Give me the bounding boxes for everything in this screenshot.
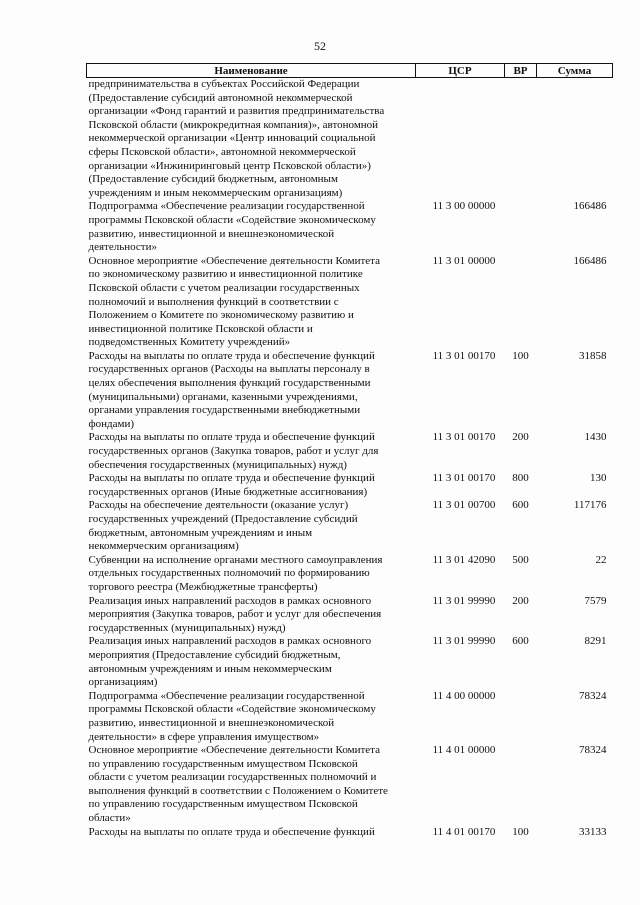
row-sum: 7579 bbox=[584, 594, 607, 607]
table-header-row bbox=[87, 64, 613, 78]
row-name bbox=[87, 78, 416, 201]
row-vr bbox=[505, 78, 537, 201]
row-name bbox=[87, 826, 416, 840]
row-sum: 8291 bbox=[584, 635, 607, 648]
row-sum: 31858 bbox=[579, 349, 607, 362]
row-name bbox=[87, 595, 416, 636]
row-vr: 200 bbox=[512, 594, 529, 607]
row-name-line: Расходы на выплаты по оплате труда и обеспечение функций bbox=[88, 431, 375, 444]
row-name bbox=[87, 472, 416, 499]
row-name-line: по экономическому развитию и инвестиционной политике bbox=[88, 268, 363, 281]
budget-table bbox=[86, 63, 613, 839]
row-name-line: Псковской области с учетом реализации государственных bbox=[88, 281, 360, 294]
row-csr: 11 4 01 00000 bbox=[432, 744, 496, 757]
row-sum: 1430 bbox=[584, 431, 607, 444]
row-name-line: организациям) bbox=[88, 676, 158, 689]
row-sum: 166486 bbox=[573, 254, 607, 267]
row-name-line: подведомственных Комитету учреждений» bbox=[88, 336, 291, 349]
row-csr: 11 3 01 99990 bbox=[432, 635, 496, 648]
row-name-line: области с учетом реализации государственных полномочий и bbox=[88, 771, 377, 784]
row-name-line: по управлению государственным имуществом Псковской bbox=[88, 798, 358, 811]
row-name-line: Основное мероприятие «Обеспечение деятельности Комитета bbox=[88, 254, 380, 267]
table-row bbox=[87, 554, 613, 595]
row-csr: 11 3 01 00170 bbox=[432, 431, 496, 444]
row-name-line: бюджетным, автономным учреждениям и иным bbox=[88, 526, 313, 539]
table-row bbox=[87, 200, 613, 254]
row-name bbox=[87, 554, 416, 595]
row-name-line: организации «Фонд гарантий и развития предпринимательства bbox=[88, 105, 385, 118]
row-csr: 11 4 01 00170 bbox=[432, 825, 496, 838]
row-name-line: Расходы на выплаты по оплате труда и обеспечение функций bbox=[88, 349, 375, 362]
row-name-line: автономным учреждениям и иным некоммерческим bbox=[88, 662, 332, 675]
row-name-line: инвестиционной политике Псковской области и bbox=[88, 322, 313, 335]
row-name bbox=[87, 350, 416, 432]
row-vr: 600 bbox=[512, 635, 529, 648]
page-number: 52 bbox=[314, 39, 326, 53]
row-name-line: Субвенции на исполнение органами местного самоуправления bbox=[88, 553, 383, 566]
header-sum: Сумма bbox=[537, 64, 613, 78]
row-name-line: некоммерческой организации «Центр инноваций социальной bbox=[88, 132, 376, 145]
row-name bbox=[87, 499, 416, 553]
row-name-line: государственных (муниципальных) нужд) bbox=[88, 621, 286, 634]
row-name-line: торгового реестра (Межбюджетные трансферты) bbox=[88, 580, 318, 593]
table-row bbox=[87, 255, 613, 350]
row-name bbox=[87, 200, 416, 254]
row-name-line: деятельности» в сфере управления имуществом» bbox=[88, 730, 320, 743]
table-row bbox=[87, 499, 613, 553]
row-name-line: деятельности» bbox=[88, 241, 157, 254]
row-csr: 11 4 00 00000 bbox=[432, 689, 496, 702]
row-name bbox=[87, 255, 416, 350]
row-name-line: учреждениям и иным некоммерческим организациям) bbox=[88, 186, 343, 199]
row-vr: 600 bbox=[512, 499, 529, 512]
row-name-line: органами управления государственными внебюджетными bbox=[88, 404, 361, 417]
row-vr: 100 bbox=[512, 349, 529, 362]
row-name-line: некоммерческим организациям) bbox=[88, 540, 239, 553]
row-name-line: Реализация иных направлений расходов в рамках основного bbox=[88, 594, 372, 607]
row-vr bbox=[505, 200, 537, 254]
row-csr bbox=[416, 78, 505, 201]
row-name-line: фондами) bbox=[88, 417, 135, 430]
row-name-line: целях обеспечения выполнения функций государственными bbox=[88, 377, 371, 390]
row-sum: 130 bbox=[590, 472, 607, 485]
row-sum: 78324 bbox=[579, 744, 607, 757]
row-csr: 11 3 00 00000 bbox=[432, 200, 496, 213]
table-body bbox=[87, 78, 613, 840]
row-name-line: сферы Псковской области», автономной некоммерческой bbox=[88, 145, 356, 158]
row-name-line: развитию, инвестиционной и внешнеэкономической bbox=[88, 716, 335, 729]
row-name-line: Положением о Комитете по экономическому развитию и bbox=[88, 309, 354, 322]
row-name-line: (муниципальными) органами, казенными учреждениями, bbox=[88, 390, 358, 403]
row-csr: 11 3 01 00700 bbox=[432, 499, 496, 512]
row-name-line: области» bbox=[88, 812, 131, 825]
row-vr: 200 bbox=[512, 431, 529, 444]
row-name bbox=[87, 635, 416, 689]
row-name-line: Подпрограмма «Обеспечение реализации государственной bbox=[88, 200, 365, 213]
table-row bbox=[87, 78, 613, 201]
row-csr: 11 3 01 00000 bbox=[432, 254, 496, 267]
row-sum: 78324 bbox=[579, 689, 607, 702]
table-row bbox=[87, 595, 613, 636]
row-name-line: Расходы на обеспечение деятельности (оказание услуг) bbox=[88, 499, 349, 512]
row-name-line: государственных органов (Расходы на выплаты персоналу в bbox=[88, 363, 370, 376]
row-csr: 11 3 01 00170 bbox=[432, 472, 496, 485]
row-name-line: развитию, инвестиционной и внешнеэкономической bbox=[88, 227, 335, 240]
row-name-line: (Предоставление субсидий автономной некоммерческой bbox=[88, 91, 353, 104]
row-sum bbox=[537, 78, 613, 201]
row-name-line: программы Псковской области «Содействие экономическому bbox=[88, 703, 376, 716]
row-name-line: Расходы на выплаты по оплате труда и обеспечение функций bbox=[88, 472, 375, 485]
row-vr bbox=[505, 255, 537, 350]
row-name-line: Реализация иных направлений расходов в рамках основного bbox=[88, 635, 372, 648]
table-row bbox=[87, 431, 613, 472]
row-csr: 11 3 01 00170 bbox=[432, 349, 496, 362]
row-name bbox=[87, 744, 416, 826]
row-name-line: обеспечения государственных (муниципальных) нужд) bbox=[88, 458, 347, 471]
row-name-line: полномочий и выполнения функций в соответствии с bbox=[88, 295, 339, 308]
row-sum: 33133 bbox=[579, 825, 607, 838]
header-csr: ЦСР bbox=[416, 64, 505, 78]
row-name-line: по управлению государственным имуществом Псковской bbox=[88, 757, 358, 770]
row-name-line: мероприятия (Предоставление субсидий бюджетным, bbox=[88, 648, 341, 661]
row-name-line: Подпрограмма «Обеспечение реализации государственной bbox=[88, 689, 365, 702]
table-row bbox=[87, 635, 613, 689]
row-name-line: Расходы на выплаты по оплате труда и обеспечение функций bbox=[88, 825, 375, 838]
row-sum: 166486 bbox=[573, 200, 607, 213]
table-row bbox=[87, 350, 613, 432]
table-row bbox=[87, 744, 613, 826]
row-vr: 800 bbox=[512, 472, 529, 485]
row-name-line: Основное мероприятие «Обеспечение деятельности Комитета bbox=[88, 744, 380, 757]
row-name-line: отдельных государственных полномочий по формированию bbox=[88, 567, 370, 580]
row-name-line: государственных учреждений (Предоставление субсидий bbox=[88, 513, 358, 525]
row-vr bbox=[505, 744, 537, 826]
row-name-line: выполнения функций в соответствии с Положением о Комитете bbox=[88, 784, 388, 797]
row-name-line: государственных органов (Закупка товаров, работ и услуг для bbox=[88, 445, 379, 458]
row-csr: 11 3 01 99990 bbox=[432, 594, 496, 607]
row-vr bbox=[505, 690, 537, 744]
row-vr: 100 bbox=[512, 825, 529, 838]
row-sum: 117176 bbox=[573, 499, 607, 512]
table-row bbox=[87, 472, 613, 499]
row-name bbox=[87, 431, 416, 472]
row-name-line: (Предоставление субсидий бюджетным, автономным bbox=[88, 173, 338, 186]
header-vr: ВР bbox=[505, 64, 537, 78]
row-name-line: организации «Инжиниринговый центр Псковской области») bbox=[88, 159, 371, 172]
row-name bbox=[87, 690, 416, 744]
row-sum: 22 bbox=[595, 553, 607, 566]
row-csr: 11 3 01 42090 bbox=[432, 553, 496, 566]
table-row bbox=[87, 690, 613, 744]
row-name-line: Псковской области (микрокредитная компания)», автономной bbox=[88, 118, 379, 131]
table-row bbox=[87, 826, 613, 840]
header-name: Наименование bbox=[87, 64, 416, 78]
row-name-line: предпринимательства в субъектах Российской Федерации bbox=[88, 78, 360, 90]
row-name-line: программы Псковской области «Содействие экономическому bbox=[88, 213, 376, 226]
row-name-line: мероприятия (Закупка товаров, работ и услуг для обеспечения bbox=[88, 608, 382, 621]
row-vr: 500 bbox=[512, 553, 529, 566]
row-name-line: государственных органов (Иные бюджетные ассигнования) bbox=[88, 485, 368, 498]
